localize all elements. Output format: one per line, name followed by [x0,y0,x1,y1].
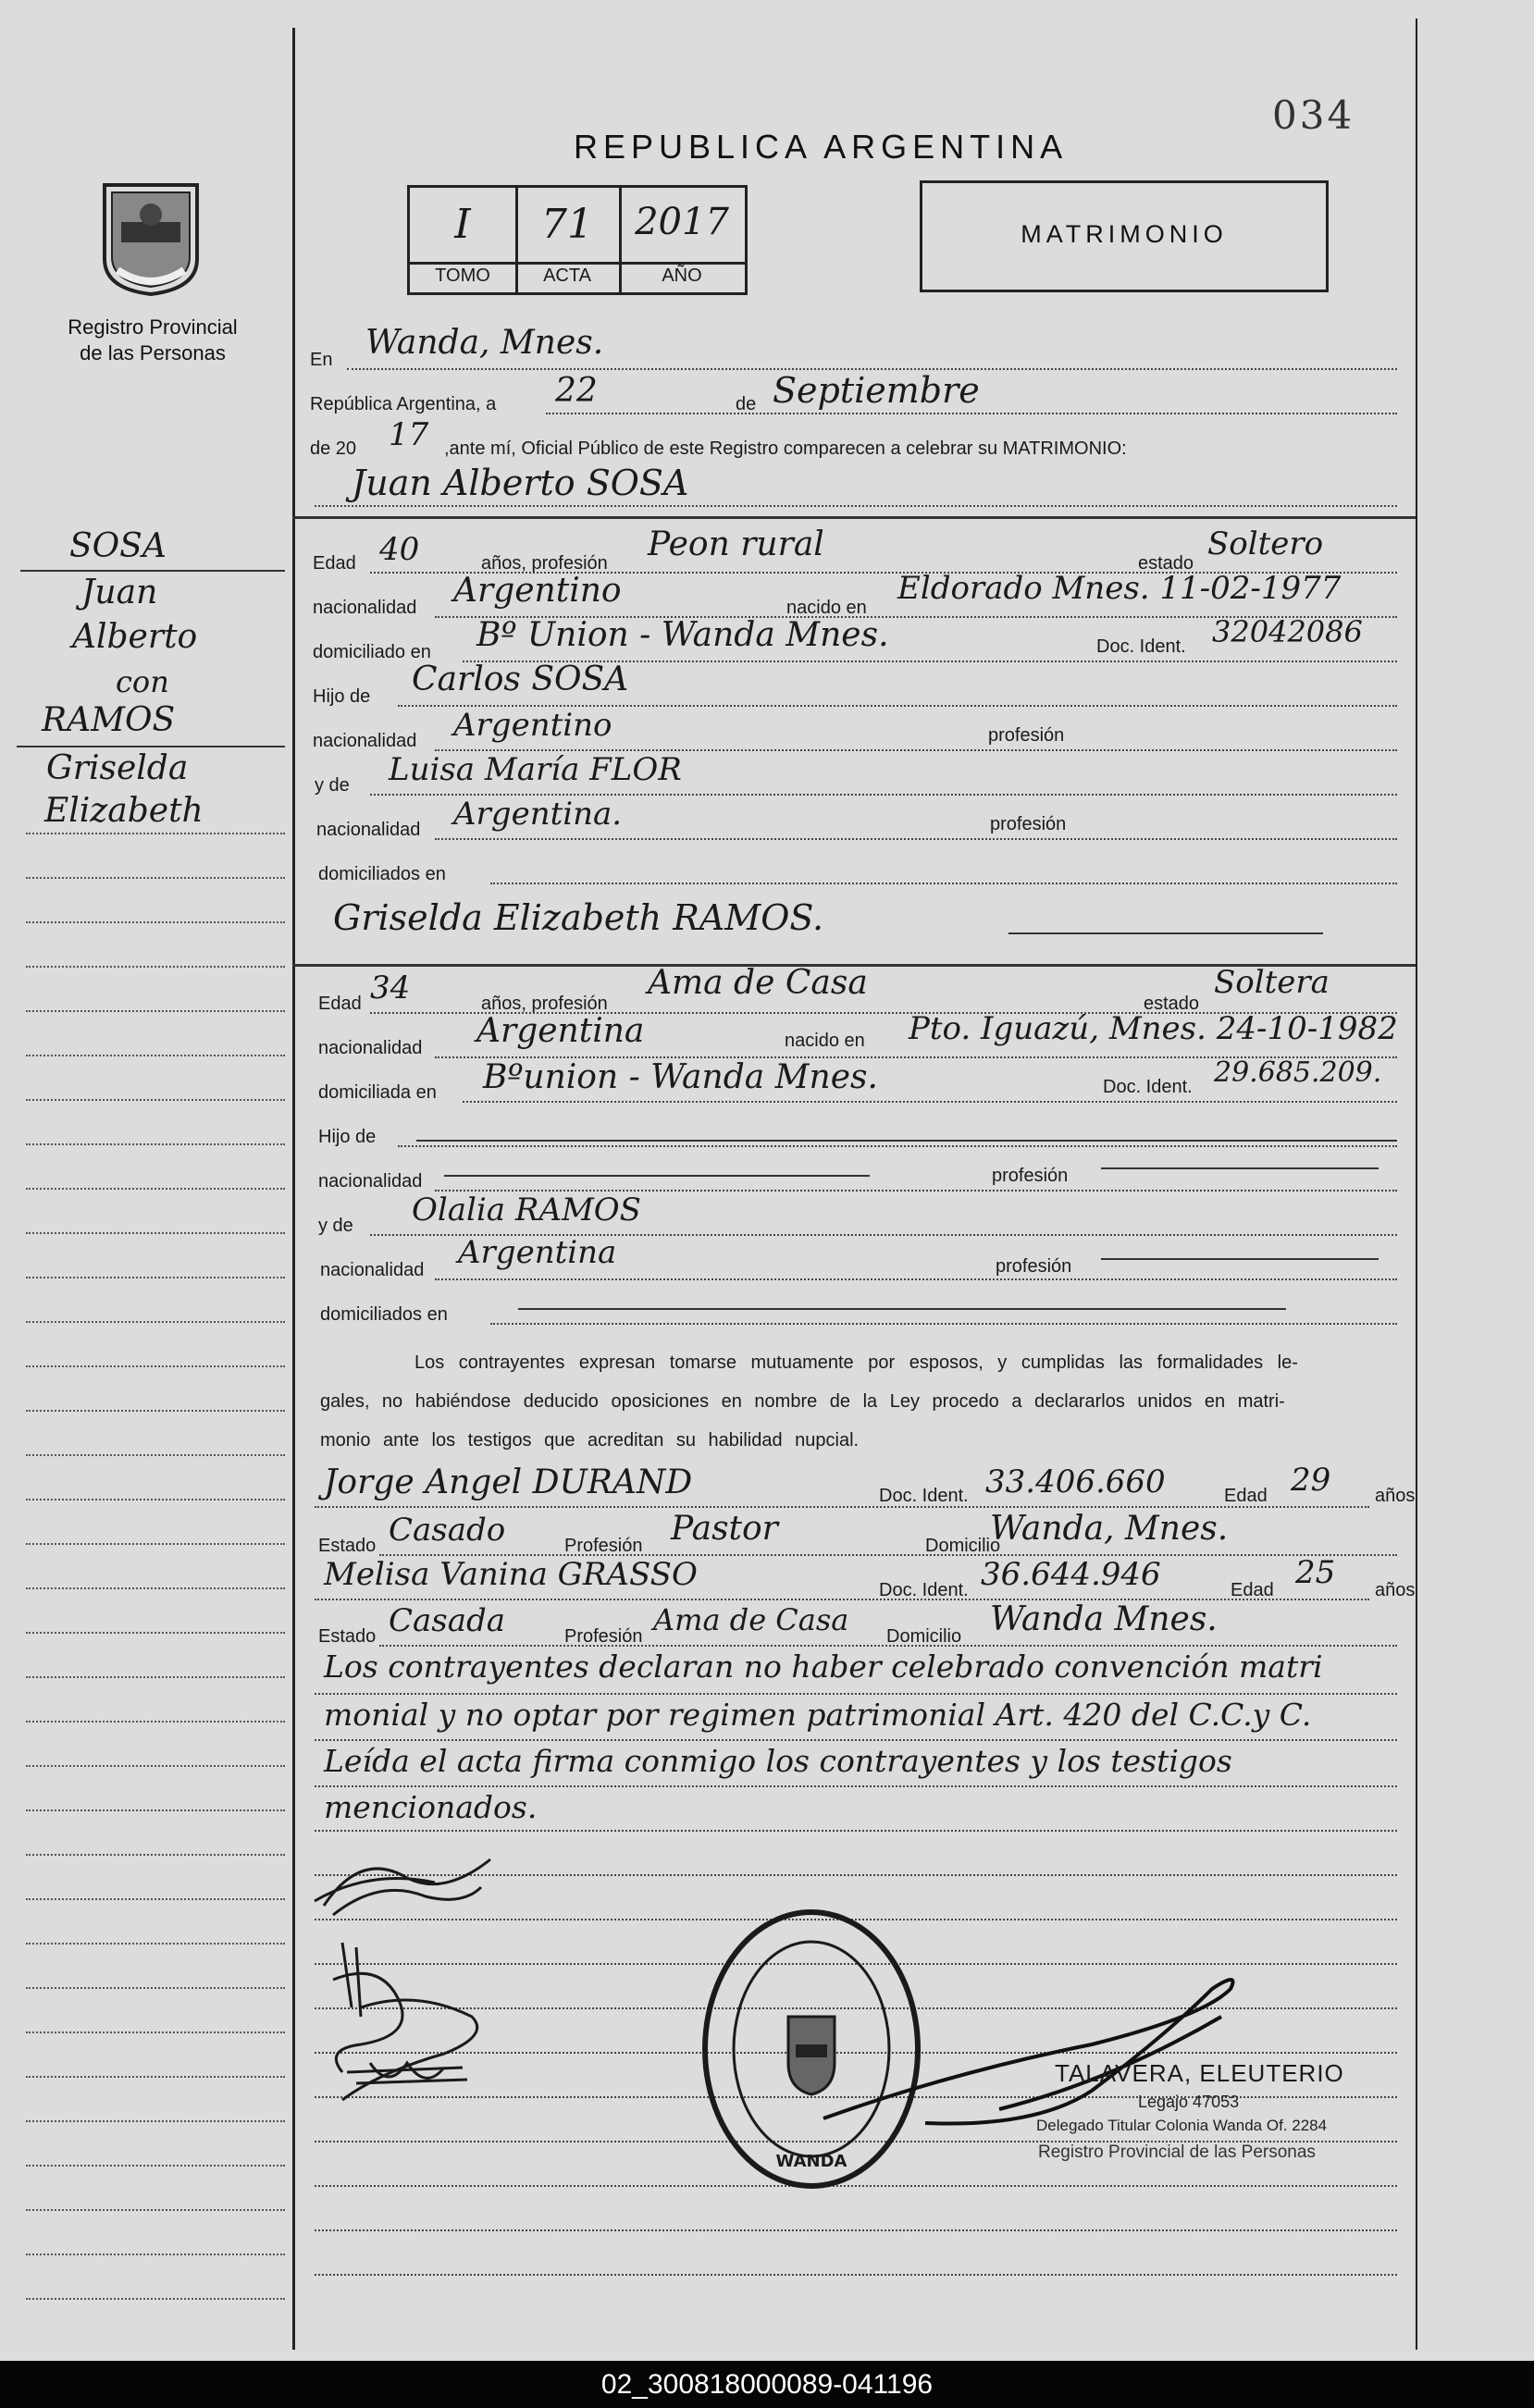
groom-domicilio-label: domiciliado en [313,642,431,662]
margin-rule [26,1676,285,1678]
seal-place: WANDA [775,2152,847,2171]
margin-middle-name-1: Alberto [72,618,198,656]
bride-mother-prof-label: profesión [996,1256,1072,1277]
witness-1-age: 29 [1291,1462,1331,1499]
witness-2-edad-label: Edad [1231,1580,1274,1600]
declaration-line-3: monio ante los testigos que acreditan su habilidad nupcial. [320,1430,860,1451]
acta-value: 71 [541,201,593,248]
margin-rule [26,833,285,834]
margin-surname-2: RAMOS [42,701,176,739]
groom-edad-label: Edad [313,553,356,574]
page-number: 034 [1272,93,1355,138]
acta-label: ACTA [543,265,591,286]
official-position: Delegado Titular Colonia Wanda Of. 2284 [1036,2117,1328,2134]
anio-value: 2017 [635,201,729,243]
year-suffix-value: 17 [389,416,429,453]
margin-surname-1: SOSA [69,527,167,565]
groom-nationality: Argentino [453,572,622,610]
witness-1-name: Jorge Angel DURAND [324,1463,693,1501]
witness-2-profesion-label: Profesión [564,1626,643,1647]
registry-name: Registro Provincial de las Personas [68,315,238,364]
margin-rule [26,1055,285,1056]
margin-rule [26,1143,285,1145]
bride-domicilio-label: domiciliada en [318,1082,437,1103]
margin-rule [26,1721,285,1723]
witness-1-address: Wanda, Mnes. [990,1510,1229,1548]
bride-mother: Olalia RAMOS [412,1192,641,1229]
groom-profession: Peon rural [648,525,824,563]
groom-parents-domicilio-label: domiciliados en [318,864,446,884]
bride-father-nac-label: nacionalidad [318,1171,423,1192]
bride-mother-nac-label: nacionalidad [320,1260,425,1280]
form-rule [315,2274,1397,2276]
bride-nacionalidad-label: nacionalidad [318,1038,423,1058]
bride-status: Soltera [1214,964,1330,1001]
declaration-line-2: gales, no habiéndose deducido oposiciones en nombre de la Ley procedo a declararlos unidos en matri- [320,1391,1285,1412]
bride-parents-domicilio-label: domiciliados en [320,1304,448,1325]
official-registry: Registro Provincial de las Personas [1038,2143,1316,2162]
de-20-label: de 20 [310,438,357,459]
witness-2-profession: Ama de Casa [653,1602,849,1637]
margin-rule [26,1632,285,1634]
witness-2-doc-label: Doc. Ident. [879,1580,969,1600]
notes-line-4: mencionados. [324,1789,538,1825]
bride-doc-label: Doc. Ident. [1103,1077,1193,1097]
tomo-value: I [454,201,471,248]
margin-first-name-2: Griselda [46,749,189,787]
groom-nacido-label: nacido en [786,598,867,618]
right-border [1416,19,1417,2350]
margin-rule [26,1099,285,1101]
margin-rule [26,1188,285,1190]
witness-2-domicilio-label: Domicilio [886,1626,962,1647]
margin-rule [26,966,285,968]
month-value: Septiembre [773,370,980,411]
witness-2-anos-label: años [1375,1580,1416,1600]
witness-1-profession: Pastor [671,1510,778,1548]
groom-age: 40 [379,531,420,568]
margin-rule [26,1943,285,1945]
groom-father-nac-label: nacionalidad [313,731,417,751]
form-rule [315,2229,1397,2231]
witness-2-status: Casada [389,1602,506,1639]
place-value: Wanda, Mnes. [365,324,604,362]
margin-rule [26,1987,285,1989]
witness-2-name: Melisa Vanina GRASSO [324,1556,698,1593]
official-legajo: Legajo 47053 [1138,2093,1240,2111]
witness-1-edad-label: Edad [1224,1486,1268,1506]
bride-edad-label: Edad [318,994,362,1014]
country-heading: REPUBLICA ARGENTINA [574,128,1069,166]
notes-line-1: Los contrayentes declaran no haber celebrado convención matri [324,1649,1323,1685]
footer-code: 02_300818000089-041196 [0,2361,1534,2408]
margin-rule [26,1854,285,1856]
margin-first-name-1: Juan [81,574,158,611]
groom-y-de-label: y de [315,775,350,796]
groom-father-prof-label: profesión [988,725,1065,746]
witness-1-doc-label: Doc. Ident. [879,1486,969,1506]
margin-rule [26,2031,285,2033]
bride-age: 34 [370,969,411,1006]
bride-y-de-label: y de [318,1216,353,1236]
margin-middle-name-2: Elizabeth [44,792,204,830]
groom-birth: Eldorado Mnes. 11-02-1977 [897,570,1342,607]
witness-1-status: Casado [389,1512,506,1549]
bride-nacido-label: nacido en [785,1031,865,1051]
witness-2-address: Wanda Mnes. [990,1600,1218,1638]
record-box [407,185,748,295]
bride-father-prof-label: profesión [992,1166,1069,1186]
margin-rule [26,1765,285,1767]
margin-rule [26,1898,285,1900]
groom-hijo-label: Hijo de [313,686,371,707]
margin-rule [26,2076,285,2078]
en-label: En [310,350,333,370]
groom-father-nationality: Argentino [453,707,612,744]
day-value: 22 [555,372,598,410]
margin-rule [26,1010,285,1012]
declaration-line-1: Los contrayentes expresan tomarse mutuamente por esposos, y cumplidas las formalidades le- [414,1352,1298,1373]
margin-rule [26,2120,285,2122]
anio-label: AÑO [662,265,702,286]
margin-rule [26,1454,285,1456]
margin-rule [26,1277,285,1278]
signatures-icon [305,1841,518,2118]
tomo-label: TOMO [435,265,490,286]
bride-birth: Pto. Iguazú, Mnes. 24-10-1982 [909,1010,1398,1047]
province-seal-icon [97,178,204,298]
margin-rule [26,2254,285,2255]
margin-rule [26,1809,285,1811]
groom-father: Carlos SOSA [412,661,629,698]
groom-estado-label: estado [1138,553,1194,574]
bride-estado-label: estado [1144,994,1200,1014]
intro-text: ,ante mí, Oficial Público de este Registro comparecen a celebrar su MATRIMONIO: [444,438,1127,459]
margin-rule [26,921,285,923]
groom-address: Bº Union - Wanda Mnes. [476,616,889,654]
margin-rule [26,2298,285,2300]
witness-2-doc: 36.644.946 [981,1556,1161,1593]
notes-line-3: Leída el acta firma conmigo los contrayentes y los testigos [324,1743,1232,1779]
margin-divider [292,28,295,2350]
bride-nationality: Argentina [476,1012,645,1050]
margin-rule [26,1410,285,1412]
groom-name: Juan Alberto SOSA [352,463,689,503]
seal-text [1092,1896,1120,1897]
notes-line-2: monial y no optar por regimen patrimonial Art. 420 del C.C.y C. [324,1697,1312,1733]
groom-nacionalidad-label: nacionalidad [313,598,417,618]
bride-address: Bºunion - Wanda Mnes. [483,1058,878,1096]
act-type-box [920,180,1329,292]
margin-rule [26,1365,285,1367]
witness-1-estado-label: Estado [318,1536,377,1556]
margin-connector: con [116,664,169,699]
bride-hijo-label: Hijo de [318,1127,377,1147]
bride-profession: Ama de Casa [648,964,868,1002]
margin-rule [26,1587,285,1589]
witness-1-anos-label: años [1375,1486,1416,1506]
groom-doc: 32042086 [1212,614,1363,649]
margin-rule [26,1321,285,1323]
groom-profesion-label: años, profesión [481,553,608,574]
witness-1-doc: 33.406.660 [985,1463,1166,1500]
margin-rule [26,877,285,879]
groom-status: Soltero [1207,525,1324,562]
margin-rule [26,2209,285,2211]
margin-rule [26,1543,285,1545]
margin-rule [26,2165,285,2167]
groom-mother: Luisa María FLOR [389,751,682,788]
act-type: MATRIMONIO [1021,220,1228,248]
witness-1-profesion-label: Profesión [564,1536,643,1556]
bride-mother-nationality: Argentina [458,1234,617,1271]
groom-mother-prof-label: profesión [990,814,1067,834]
official-name: TALAVERA, ELEUTERIO [1055,2059,1344,2087]
bride-name: Griselda Elizabeth RAMOS. [333,897,824,938]
groom-doc-label: Doc. Ident. [1096,636,1186,657]
margin-rule [26,1232,285,1234]
de-label: de [736,394,757,414]
bride-doc: 29.685.209. [1214,1056,1382,1089]
groom-mother-nac-label: nacionalidad [316,820,421,840]
margin-rule [26,1499,285,1500]
groom-mother-nationality: Argentina. [453,796,623,833]
witness-2-estado-label: Estado [318,1626,377,1647]
witness-1-domicilio-label: Domicilio [925,1536,1001,1556]
bride-profesion-label: años, profesión [481,994,608,1014]
republica-label: República Argentina, a [310,394,497,414]
witness-2-age: 25 [1295,1554,1336,1591]
